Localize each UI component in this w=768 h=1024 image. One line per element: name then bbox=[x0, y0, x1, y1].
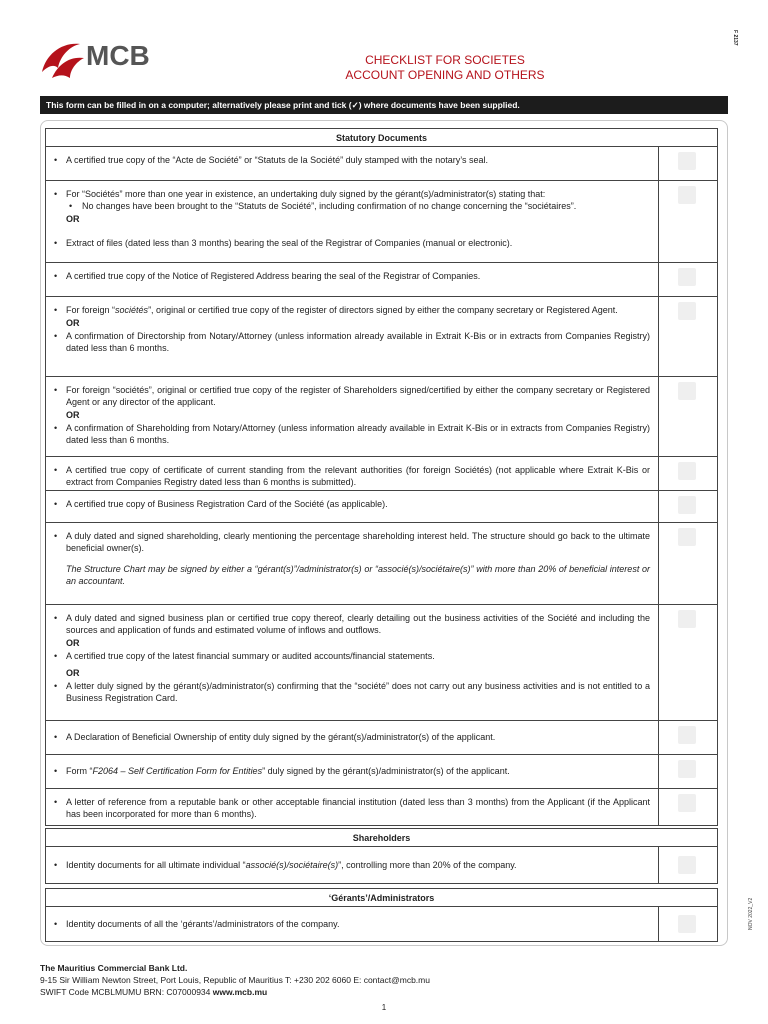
tick-checkbox[interactable] bbox=[678, 794, 696, 812]
tick-checkbox[interactable] bbox=[678, 268, 696, 286]
checklist-row: • For foreign “sociétés”, original or certified true copy of the register of directors signed by either the company secretary or Registered Agent. OR • A confirmation of Directorship from Notary/Attorney (unless information already available in Extrait K-Bis or in extracts from Companies Registry) dated less than 6 months. bbox=[46, 297, 717, 377]
tick-checkbox[interactable] bbox=[678, 760, 696, 778]
page-number: 1 bbox=[381, 1003, 387, 1012]
checklist-row: • A duly dated and signed shareholding, clearly mentioning the percentage shareholding interest held. The structure should go back to the ultimate beneficial owner(s). The Structure Chart may be signed by either a “gérant(s)”/administrator(s) or “associé(s)/sociétaire(s)” with more than 20% of beneficial interest or an accountant. bbox=[46, 523, 717, 605]
tick-checkbox[interactable] bbox=[678, 610, 696, 628]
section-heading: Shareholders bbox=[46, 829, 717, 847]
shareholders-section bbox=[45, 828, 718, 884]
tick-checkbox[interactable] bbox=[678, 302, 696, 320]
checklist-row: • A certified true copy of Business Registration Card of the Société (as applicable). bbox=[46, 491, 717, 523]
section-heading: Statutory Documents bbox=[46, 129, 717, 147]
checklist-row: • For “Sociétés” more than one year in existence, an undertaking duly signed by the gérant(s)/administrator(s) stating that: • No changes have been brought to the “Statuts de Société”, including confirmation of no change concerning the “sociétaires”. OR • Extract of files (dated less than 3 months) bearing the seal of the Registrar of Companies (manual or electronic). bbox=[46, 181, 717, 263]
document-title: CHECKLIST FOR SOCIETES ACCOUNT OPENING AND OTHERS bbox=[345, 53, 545, 82]
section-heading: ‘Gérants’/Administrators bbox=[46, 889, 717, 907]
logo-text: MCB bbox=[86, 40, 150, 71]
form-code: F 2137 bbox=[732, 30, 738, 46]
website-link[interactable]: www.mcb.mu bbox=[212, 987, 268, 997]
footer bbox=[40, 962, 430, 998]
checklist-row: • A certified true copy of the Notice of Registered Address bearing the seal of the Registrar of Companies. bbox=[46, 263, 717, 297]
checklist-row: • A duly dated and signed business plan or certified true copy thereof, clearly detailing out the business activities of the Société and including the sources and application of funds and estimated volume of inflows and outflows. OR • A certified true copy of the latest financial summary or audited accounts/financial statements. OR • A letter duly signed by the gérant(s)/administrator(s) confirming that the “société” does not carry out any business activities and is not entitled to a Business Registration Card. bbox=[46, 605, 717, 721]
gerants-section bbox=[45, 888, 718, 942]
checklist-row: • A certified true copy of certificate of current standing from the relevant authorities (for foreign Sociétés) (not applicable where Extrait K-Bis or extract from Companies Registry dated less than 6 months is submitted). bbox=[46, 457, 717, 491]
company-address: 9-15 Sir William Newton Street, Port Louis, Republic of Mauritius T: +230 202 6060 E: contact@mcb.mu bbox=[40, 975, 430, 985]
instruction-banner: This form can be filled in on a computer; alternatively please print and tick (✓) where documents have been supplied. bbox=[40, 96, 728, 114]
tick-checkbox[interactable] bbox=[678, 856, 696, 874]
tick-checkbox[interactable] bbox=[678, 528, 696, 546]
tick-checkbox[interactable] bbox=[678, 462, 696, 480]
company-registration: SWIFT Code MCBLMUMU BRN: C07000934 www.mcb.mu bbox=[40, 987, 268, 997]
tick-checkbox[interactable] bbox=[678, 915, 696, 933]
checklist-row: • Identity documents for all ultimate individual “associé(s)/sociétaire(s)”, controlling more than 20% of the company. bbox=[46, 847, 717, 883]
checklist-row: • A Declaration of Beneficial Ownership of entity duly signed by the gérant(s)/administrator(s) of the applicant. bbox=[46, 721, 717, 755]
revision-code: NOV 2022_V2 bbox=[748, 897, 754, 930]
checklist-row: • For foreign “sociétés”, original or certified true copy of the register of Shareholders signed/certified by either the company secretary or Registered Agent or any director of the applicant. OR • A confirmation of Shareholding from Notary/Attorney (unless information already available in Extrait K-Bis or in extracts from Companies Registry) dated less than 6 months. bbox=[46, 377, 717, 457]
tick-checkbox[interactable] bbox=[678, 382, 696, 400]
checklist-row: • A letter of reference from a reputable bank or other acceptable financial institution (dated less than 3 months) from the Applicant (if the Applicant has been incorporated for more than 6 months). bbox=[46, 789, 717, 825]
checklist-row: • Identity documents of all the ‘gérants’/administrators of the company. bbox=[46, 907, 717, 941]
tick-checkbox[interactable] bbox=[678, 496, 696, 514]
tick-checkbox[interactable] bbox=[678, 726, 696, 744]
statutory-documents-section bbox=[45, 128, 718, 826]
checklist-row: • A certified true copy of the “Acte de Société” or “Statuts de la Société” duly stamped with the notary’s seal. bbox=[46, 147, 717, 181]
company-name: The Mauritius Commercial Bank Ltd. bbox=[40, 963, 188, 973]
tick-checkbox[interactable] bbox=[678, 186, 696, 204]
tick-checkbox[interactable] bbox=[678, 152, 696, 170]
checklist-row: • Form “F2064 – Self Certification Form for Entities” duly signed by the gérant(s)/administrator(s) of the applicant. bbox=[46, 755, 717, 789]
